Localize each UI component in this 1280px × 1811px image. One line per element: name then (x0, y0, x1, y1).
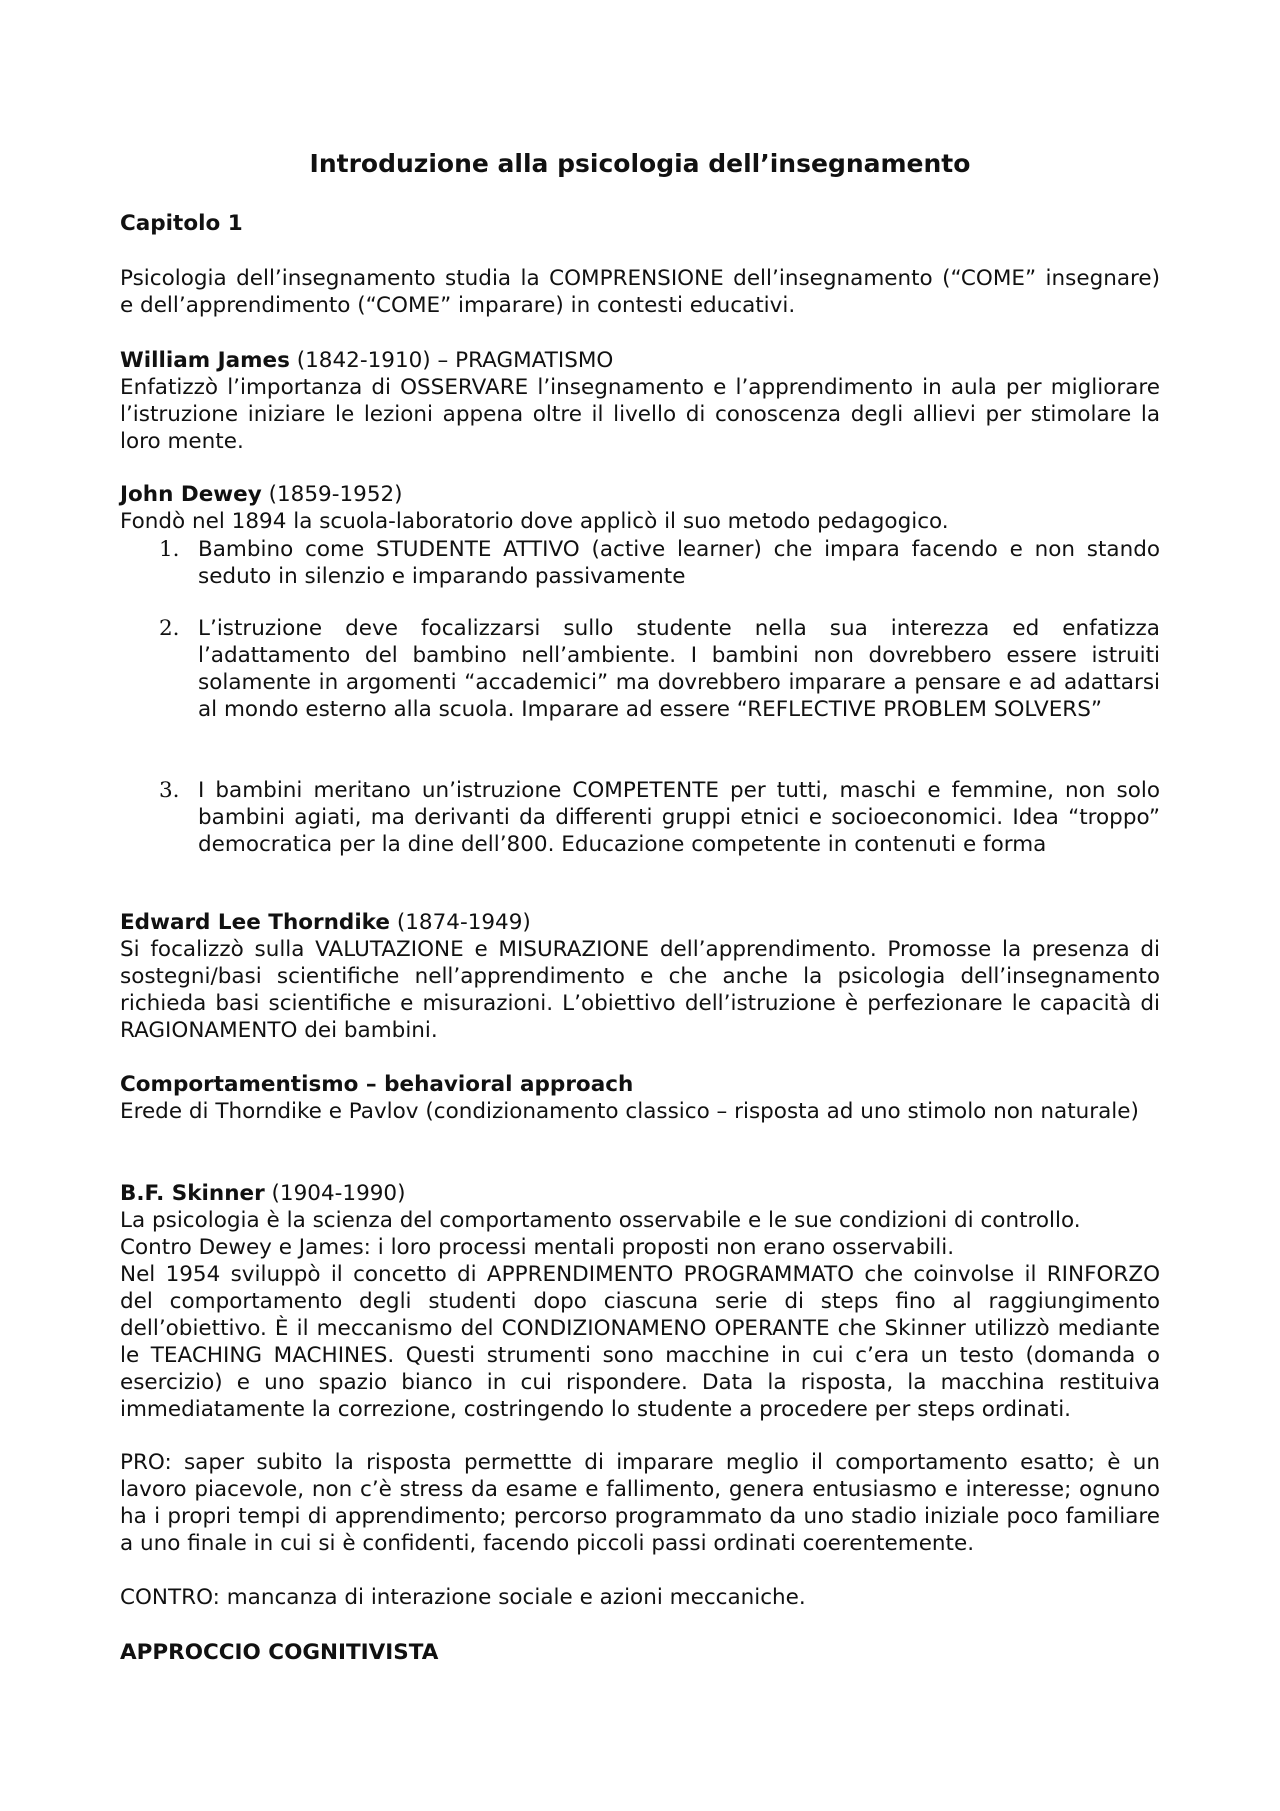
james-name: William James (120, 348, 290, 373)
thorndike-heading (120, 909, 1160, 936)
intro-paragraph: Psicologia dell’insegnamento studia la COMPRENSIONE dell’insegnamento (“COME” insegnare) e dell’apprendimento (“COME” imparare) in contesti educativi. (120, 266, 1160, 318)
behavior-heading: Comportamentismo – behavioral approach (120, 1072, 634, 1097)
list-text: L’istruzione deve focalizzarsi sullo studente nella sua interezza ed enfatizza l’adattamento del bambino nell’ambiente. I bambini non dovrebbero essere istruiti solamente in argomenti “accademici” ma dovrebbero imparare a pensare e ad adattarsi al mondo esterno alla scuola. Imparare ad essere “REFLECTIVE PROBLEM SOLVERS” (198, 616, 1160, 722)
skinner-paragraph-1: La psicologia è la scienza del comportamento osservabile e le sue condizioni di controllo. (120, 1208, 1081, 1233)
thorndike-name: Edward Lee Thorndike (120, 910, 390, 935)
james-paragraph: Enfatizzò l’importanza di OSSERVARE l’insegnamento e l’apprendimento in aula per migliorare l’istruzione iniziare le lezioni appena oltre il livello di conoscenza degli allievi per stimolare la loro mente. (120, 375, 1160, 454)
james-heading (120, 347, 1160, 374)
skinner-heading (120, 1180, 1160, 1207)
skinner-paragraph-3: Nel 1954 sviluppò il concetto di APPRENDIMENTO PROGRAMMATO che coinvolse il RINFORZO del comportamento degli studenti dopo ciascuna serie di steps fino al raggiungimento dell’obiettivo. È il meccanismo del CONDIZIONAMENO OPERANTE che Skinner utilizzò mediante le TEACHING MACHINES. Questi strumenti sono macchine in cui c’era un testo (domanda o esercizio) e uno spazio bianco in cui rispondere. Data la risposta, la macchina restituiva immediatamente la correzione, costringendo lo studente a procedere per steps ordinati. (120, 1262, 1160, 1422)
list-number: 3. (159, 778, 180, 803)
thorndike-dates: (1874-1949) (390, 910, 531, 935)
skinner-contro: CONTRO: mancanza di interazione sociale e azioni meccaniche. (120, 1585, 806, 1610)
thorndike-paragraph: Si focalizzò sulla VALUTAZIONE e MISURAZIONE dell’apprendimento. Promosse la presenza di sostegni/basi scientifiche nell’apprendimento e che anche la psicologia dell’insegnamento richieda basi scientifiche e misurazioni. L’obiettivo dell’istruzione è perfezionare le capacità di RAGIONAMENTO dei bambini. (120, 937, 1160, 1043)
skinner-pro: PRO: saper subito la risposta permettte di imparare meglio il comportamento esatto; è un lavoro piacevole, non c’è stress da esame e fallimento, genera entusiasmo e interesse; ognuno ha i propri tempi di apprendimento; percorso programmato da uno stadio iniziale poco familiare a uno finale in cui si è confidenti, facendo piccoli passi ordinati coerentemente. (120, 1450, 1160, 1556)
dewey-heading (120, 481, 1160, 508)
dewey-name: John Dewey (120, 482, 262, 507)
skinner-name: B.F. Skinner (120, 1181, 265, 1206)
skinner-paragraph-2: Contro Dewey e James: i loro processi mentali proposti non erano osservabili. (120, 1235, 955, 1260)
behavior-paragraph: Erede di Thorndike e Pavlov (condizionamento classico – risposta ad uno stimolo non naturale) (120, 1099, 1139, 1124)
dewey-dates: (1859-1952) (261, 482, 403, 507)
list-number: 2. (159, 616, 180, 641)
dewey-paragraph: Fondò nel 1894 la scuola-laboratorio dove applicò il suo metodo pedagogico. (120, 509, 949, 534)
list-number: 1. (159, 537, 180, 562)
skinner-dates: (1904-1990) (264, 1181, 406, 1206)
james-dates: (1842-1910) – PRAGMATISMO (289, 348, 614, 373)
cognitive-heading: APPROCCIO COGNITIVISTA (120, 1640, 439, 1665)
chapter-heading: Capitolo 1 (120, 211, 243, 236)
document-title: Introduzione alla psicologia dell’insegnamento (309, 149, 971, 178)
list-text: Bambino come STUDENTE ATTIVO (active learner) che impara facendo e non stando seduto in silenzio e imparando passivamente (198, 537, 1160, 589)
list-text: I bambini meritano un’istruzione COMPETENTE per tutti, maschi e femmine, non solo bambini agiati, ma derivanti da differenti gruppi etnici e socioeconomici. Idea “troppo” democratica per la dine dell’800. Educazione competente in contenuti e forma (198, 778, 1160, 857)
